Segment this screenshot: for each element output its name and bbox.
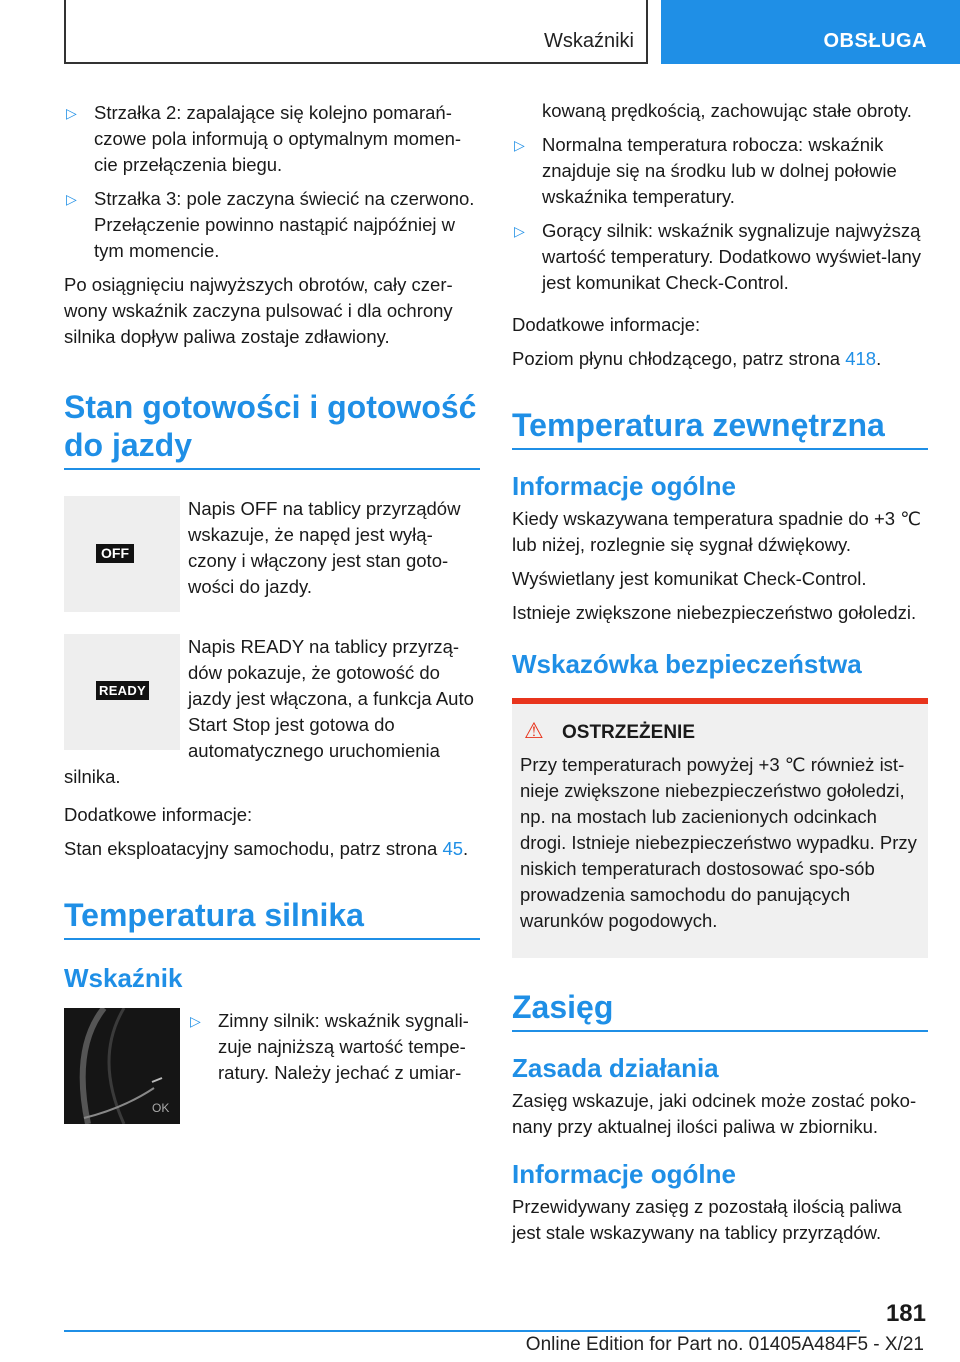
triangle-bullet-icon: ▷ <box>66 191 77 207</box>
list-item: ▷ Normalna temperatura robocza: wskaźnik znajduje się na środku lub w dolnej połowie wskaźnika temperatury. <box>514 134 897 207</box>
triangle-bullet-icon: ▷ <box>66 105 77 121</box>
triangle-bullet-icon: ▷ <box>190 1013 201 1029</box>
list-item: ▷ Zimny silnik: wskaźnik sygnali-zuje najniższą wartość tempe-ratury. Należy jechać z umiar- <box>190 1010 469 1083</box>
gauge-arc-icon <box>64 1008 180 1124</box>
list-item: ▷ Strzałka 2: zapalające się kolejno pomarań-czowe pola informują o optymalnym momen-cie przełączenia biegu. <box>66 102 462 175</box>
more-info-label: Dodatkowe informacje: <box>64 804 253 825</box>
paragraph: Przewidywany zasięg z pozostałą ilością paliwa jest stale wskazywany na tablicy przyrządów. <box>512 1196 902 1243</box>
heading-ready-state: Stan gotowości i gotowość do jazdy <box>64 388 480 470</box>
off-description: Napis OFF na tablicy przyrządów wskazuje, że napęd jest wyłą-czony i włączony jest stan goto-wości do jazdy. <box>188 498 461 597</box>
gauge-ok-label: OK <box>152 1101 170 1115</box>
cross-reference: Stan eksploatacyjny samochodu, patrz strona 45. <box>64 838 469 859</box>
warning-text: Przy temperaturach powyżej +3 ℃ również ist-nieje zwiększone niebezpieczeństwo gołoledzi, np. na mostach lub zacienionych odcinkach drogi. Istnieje niebezpieczeństwo wypadku. Przy niskich temperaturach dostosować spo-sób prowadzenia samochodu do panujących warunków pogodowych. <box>520 754 917 931</box>
warning-box <box>512 704 928 958</box>
ready-badge: READY <box>96 681 149 700</box>
page-link[interactable]: 45 <box>442 838 464 859</box>
off-indicator-image <box>64 496 180 612</box>
warning-title: ⚠ OSTRZEŻENIE <box>524 718 696 743</box>
footer-edition: Online Edition for Part no. 01405A484F5 - X/21 <box>525 1334 924 1355</box>
heading-safety-note: Wskazówka bezpieczeństwa <box>512 649 862 679</box>
footer-divider <box>64 1330 860 1332</box>
more-info-label: Dodatkowe informacje: <box>512 314 701 335</box>
heading-outside-temperature: Temperatura zewnętrzna <box>512 406 928 450</box>
cross-reference: Poziom płynu chłodzącego, patrz strona 418. <box>512 348 882 369</box>
paragraph: Kiedy wskazywana temperatura spadnie do +3 ℃ lub niżej, rozlegnie się sygnał dźwiękowy. <box>512 508 921 555</box>
page-link[interactable]: 418 <box>845 348 877 369</box>
paragraph: Po osiągnięciu najwyższych obrotów, cały czer-wony wskaźnik zaczyna pulsować i dla ochrony silnika dopływ paliwa zostaje zdławiony. <box>64 274 453 347</box>
heading-general-info: Informacje ogólne <box>512 471 736 501</box>
list-item: ▷ Gorący silnik: wskaźnik sygnalizuje najwyższą wartość temperatury. Dodatkowo wyświet-lany jest komunikat Check-Control. <box>514 220 922 293</box>
triangle-bullet-icon: ▷ <box>514 223 525 239</box>
paragraph: Zasięg wskazuje, jaki odcinek może zostać poko-nany przy aktualnej ilości paliwa w zbiorniku. <box>512 1090 917 1137</box>
warning-triangle-icon: ⚠ <box>524 718 544 743</box>
page-number: 181 <box>885 1300 926 1327</box>
header-chapter-title: OBSŁUGA <box>823 30 927 52</box>
heading-principle: Zasada działania <box>512 1053 719 1083</box>
right-column <box>512 98 928 1254</box>
paragraph: Istnieje zwiększone niebezpieczeństwo gołoledzi. <box>512 602 917 623</box>
continued-text: kowaną prędkością, zachowując stałe obroty. <box>542 100 912 121</box>
triangle-bullet-icon: ▷ <box>514 137 525 153</box>
left-column <box>64 100 480 1132</box>
paragraph: Wyświetlany jest komunikat Check-Control. <box>512 568 867 589</box>
header-section-tab <box>64 0 648 64</box>
heading-general-info-2: Informacje ogólne <box>512 1159 736 1189</box>
ready-indicator-image <box>64 634 180 750</box>
temperature-gauge-image <box>64 1008 180 1124</box>
list-item: ▷ Strzałka 3: pole zaczyna świecić na czerwono. Przełączenie powinno nastąpić najpóźniej w tym momencie. <box>66 188 475 261</box>
off-badge: OFF <box>96 544 134 563</box>
heading-indicator: Wskaźnik <box>64 963 183 993</box>
header-chapter-tab <box>661 0 960 64</box>
heading-engine-temperature: Temperatura silnika <box>64 896 480 940</box>
header-section-title: Wskaźniki <box>543 30 634 52</box>
ready-description: Napis READY na tablicy przyrzą-dów pokazuje, że gotowość do jazdy jest włączona, a funkcja Auto Start Stop jest gotowa do automatycznego uruchomienia silnika. <box>64 636 474 787</box>
heading-range: Zasięg <box>512 988 928 1032</box>
